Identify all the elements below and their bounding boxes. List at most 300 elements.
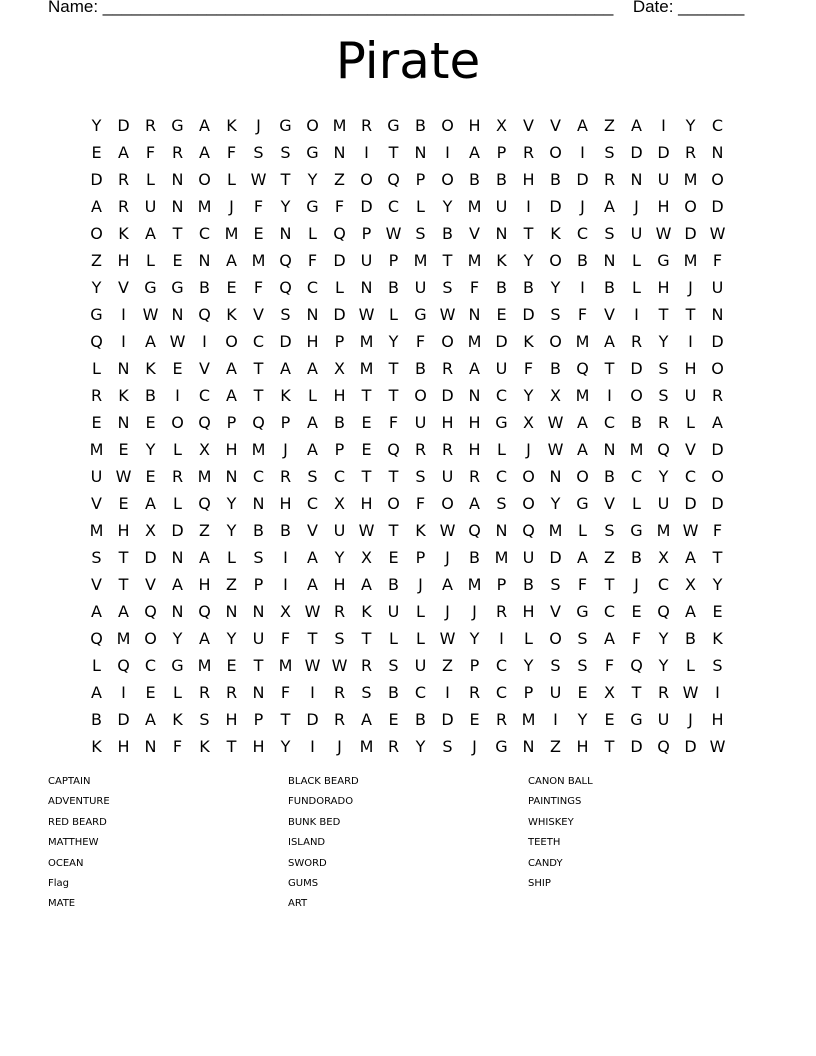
word-list-item: CAPTAIN [48, 776, 91, 787]
grid-letter: Q [252, 413, 265, 432]
grid-letter: G [144, 278, 157, 297]
grid-letter: W [169, 332, 186, 351]
grid-letter: C [711, 116, 724, 135]
grid-letter: N [171, 197, 184, 216]
grid-letter: C [144, 656, 157, 675]
grid-letter: K [712, 629, 723, 648]
grid-letter: B [523, 575, 534, 594]
grid-letter: A [199, 143, 210, 162]
grid-letter: R [630, 332, 643, 351]
grid-letter: H [279, 494, 292, 513]
grid-letter: M [629, 440, 644, 459]
grid-letter: E [118, 494, 129, 513]
grid-letter: Q [576, 359, 589, 378]
grid-letter: H [468, 413, 481, 432]
grid-letter: O [414, 386, 427, 405]
grid-letter: F [307, 251, 318, 270]
grid-letter: I [310, 737, 315, 756]
grid-letter: M [467, 575, 482, 594]
grid-letter: X [604, 683, 615, 702]
grid-letter: I [688, 332, 693, 351]
grid-letter: Q [657, 440, 670, 459]
grid-letter: A [226, 386, 237, 405]
grid-letter: K [118, 224, 129, 243]
grid-letter: A [469, 494, 480, 513]
grid-letter: L [146, 251, 155, 270]
grid-letter: F [604, 656, 615, 675]
grid-letter: W [682, 683, 699, 702]
grid-letter: O [711, 359, 724, 378]
grid-letter: Q [198, 413, 211, 432]
grid-letter: N [171, 305, 184, 324]
grid-letter: U [630, 224, 643, 243]
grid-letter: A [145, 332, 156, 351]
grid-letter: A [145, 224, 156, 243]
grid-letter: R [360, 116, 373, 135]
grid-letter: Y [658, 467, 669, 486]
grid-letter: E [172, 359, 183, 378]
grid-letter: W [304, 602, 321, 621]
grid-letter: T [172, 224, 183, 243]
grid-letter: X [658, 548, 669, 567]
grid-letter: O [225, 332, 238, 351]
grid-letter: D [333, 305, 346, 324]
grid-letter: A [226, 251, 237, 270]
grid-letter: U [252, 629, 265, 648]
grid-letter: S [604, 224, 615, 243]
grid-letter: E [145, 467, 156, 486]
grid-letter: T [253, 656, 264, 675]
grid-letter: U [684, 386, 697, 405]
grid-letter: D [711, 440, 724, 459]
grid-letter: J [688, 710, 693, 729]
grid-letter: W [709, 737, 726, 756]
grid-letter: R [468, 683, 481, 702]
grid-letter: B [145, 386, 156, 405]
grid-letter: M [575, 332, 590, 351]
grid-letter: T [361, 386, 372, 405]
grid-letter: B [442, 224, 453, 243]
grid-letter: E [361, 413, 372, 432]
grid-letter: M [89, 521, 104, 540]
grid-letter: G [306, 197, 319, 216]
grid-letter: N [603, 440, 616, 459]
grid-letter: R [657, 413, 670, 432]
grid-letter: B [604, 278, 615, 297]
grid-letter: W [682, 521, 699, 540]
word-list [48, 776, 768, 919]
grid-letter: V [91, 575, 102, 594]
grid-letter: D [630, 737, 643, 756]
grid-letter: F [280, 683, 291, 702]
grid-letter: H [657, 197, 670, 216]
grid-letter: H [225, 710, 238, 729]
grid-letter: V [307, 521, 318, 540]
grid-letter: S [280, 143, 291, 162]
grid-letter: U [711, 278, 724, 297]
grid-letter: K [523, 332, 534, 351]
word-search-grid [83, 112, 731, 760]
grid-letter: O [522, 467, 535, 486]
grid-letter: S [604, 521, 615, 540]
grid-letter: W [439, 629, 456, 648]
grid-letter: C [306, 278, 319, 297]
grid-letter: L [416, 629, 425, 648]
grid-letter: A [604, 197, 615, 216]
grid-letter: L [686, 656, 695, 675]
grid-letter: M [359, 737, 374, 756]
grid-letter: A [280, 359, 291, 378]
grid-letter: A [199, 548, 210, 567]
grid-letter: A [685, 602, 696, 621]
grid-letter: I [634, 305, 639, 324]
grid-letter: N [171, 602, 184, 621]
grid-letter: B [604, 467, 615, 486]
grid-letter: W [547, 413, 564, 432]
grid-letter: E [226, 656, 237, 675]
word-list-item: WHISKEY [528, 816, 574, 828]
grid-letter: L [92, 359, 101, 378]
grid-letter: Y [523, 656, 534, 675]
grid-letter: H [117, 521, 130, 540]
grid-letter: M [494, 548, 509, 567]
grid-letter: B [388, 278, 399, 297]
grid-letter: S [415, 224, 426, 243]
grid-letter: R [279, 467, 292, 486]
grid-letter: R [225, 683, 238, 702]
grid-letter: C [684, 467, 697, 486]
grid-letter: I [715, 683, 720, 702]
grid-letter: A [469, 143, 480, 162]
grid-letter: J [688, 278, 693, 297]
grid-letter: Q [657, 602, 670, 621]
grid-letter: L [632, 278, 641, 297]
grid-letter: L [173, 440, 182, 459]
grid-letter: A [145, 494, 156, 513]
grid-letter: N [117, 413, 130, 432]
grid-letter: E [145, 413, 156, 432]
grid-letter: E [91, 143, 102, 162]
grid-letter: I [121, 332, 126, 351]
grid-letter: I [364, 143, 369, 162]
grid-letter: W [655, 224, 672, 243]
grid-letter: Q [198, 602, 211, 621]
grid-letter: D [441, 710, 454, 729]
grid-letter: R [522, 143, 535, 162]
grid-letter: X [523, 413, 534, 432]
grid-letter: R [171, 143, 184, 162]
grid-letter: V [550, 116, 561, 135]
grid-letter: R [468, 467, 481, 486]
grid-letter: J [472, 737, 477, 756]
grid-letter: O [549, 629, 562, 648]
grid-letter: G [171, 278, 184, 297]
grid-letter: R [144, 116, 157, 135]
grid-letter: A [361, 710, 372, 729]
grid-letter: P [253, 710, 264, 729]
grid-letter: T [442, 251, 453, 270]
grid-letter: S [334, 629, 345, 648]
grid-letter: U [360, 251, 373, 270]
grid-letter: L [308, 224, 317, 243]
grid-letter: R [360, 656, 373, 675]
grid-letter: W [250, 170, 267, 189]
grid-letter: D [684, 494, 697, 513]
grid-letter: G [90, 305, 103, 324]
grid-letter: Q [90, 332, 103, 351]
grid-letter: T [604, 737, 615, 756]
grid-letter: U [333, 521, 346, 540]
grid-letter: P [226, 413, 237, 432]
grid-letter: T [226, 737, 237, 756]
grid-letter: M [89, 440, 104, 459]
grid-letter: S [199, 710, 210, 729]
grid-letter: B [253, 521, 264, 540]
grid-letter: G [495, 737, 508, 756]
grid-letter: H [225, 440, 238, 459]
grid-letter: V [199, 359, 210, 378]
grid-letter: Y [658, 656, 669, 675]
grid-letter: Y [523, 386, 534, 405]
grid-letter: Q [468, 521, 481, 540]
grid-letter: M [278, 656, 293, 675]
grid-letter: I [283, 575, 288, 594]
grid-letter: F [172, 737, 183, 756]
grid-letter: E [118, 440, 129, 459]
grid-letter: X [280, 602, 291, 621]
grid-letter: T [712, 548, 723, 567]
grid-letter: C [252, 332, 265, 351]
grid-letter: H [711, 710, 724, 729]
grid-letter: S [658, 386, 669, 405]
puzzle-title: Pirate [335, 32, 481, 90]
grid-letter: S [577, 656, 588, 675]
grid-letter: Y [577, 710, 588, 729]
grid-letter: B [550, 359, 561, 378]
grid-letter: B [550, 170, 561, 189]
grid-letter: Q [630, 656, 643, 675]
grid-letter: R [495, 710, 508, 729]
word-list-item: RED BEARD [48, 816, 107, 828]
grid-letter: L [227, 548, 236, 567]
grid-letter: L [173, 683, 182, 702]
grid-letter: O [711, 467, 724, 486]
grid-letter: M [683, 170, 698, 189]
grid-letter: G [657, 251, 670, 270]
grid-letter: Y [307, 170, 318, 189]
word-list-item: MATE [48, 898, 76, 910]
grid-letter: H [657, 278, 670, 297]
grid-letter: R [333, 683, 346, 702]
grid-letter: M [359, 359, 374, 378]
grid-letter: D [495, 332, 508, 351]
grid-letter: C [306, 494, 319, 513]
grid-letter: O [441, 332, 454, 351]
grid-letter: F [712, 251, 723, 270]
grid-letter: M [548, 521, 563, 540]
grid-letter: L [227, 170, 236, 189]
grid-letter: L [416, 197, 425, 216]
word-list-item: Flag [48, 877, 70, 889]
grid-letter: F [334, 197, 345, 216]
grid-letter: E [145, 683, 156, 702]
grid-letter: D [171, 521, 184, 540]
grid-letter: I [202, 332, 207, 351]
grid-letter: L [92, 656, 101, 675]
grid-letter: J [634, 575, 639, 594]
grid-letter: W [304, 656, 321, 675]
grid-letter: W [439, 521, 456, 540]
grid-letter: G [387, 116, 400, 135]
grid-letter: Q [279, 251, 292, 270]
grid-letter: T [118, 548, 129, 567]
grid-letter: D [630, 143, 643, 162]
grid-letter: T [523, 224, 534, 243]
grid-letter: U [414, 278, 427, 297]
grid-letter: D [522, 305, 535, 324]
grid-letter: U [144, 197, 157, 216]
grid-letter: B [469, 170, 480, 189]
grid-letter: J [256, 116, 261, 135]
grid-letter: G [495, 413, 508, 432]
grid-letter: P [496, 143, 507, 162]
grid-letter: E [469, 710, 480, 729]
grid-letter: T [361, 467, 372, 486]
grid-letter: O [441, 170, 454, 189]
grid-letter: O [441, 494, 454, 513]
grid-letter: T [631, 683, 642, 702]
grid-letter: N [495, 521, 508, 540]
grid-letter: G [576, 602, 589, 621]
word-list-item: ISLAND [288, 837, 326, 849]
grid-letter: P [523, 683, 534, 702]
grid-letter: M [251, 251, 266, 270]
grid-letter: N [144, 737, 157, 756]
grid-letter: A [577, 116, 588, 135]
grid-letter: T [388, 143, 399, 162]
grid-letter: O [387, 494, 400, 513]
grid-letter: M [332, 116, 347, 135]
grid-letter: H [468, 116, 481, 135]
grid-letter: M [251, 440, 266, 459]
grid-letter: N [711, 305, 724, 324]
word-list-item: OCEAN [48, 857, 84, 869]
grid-letter: C [603, 413, 616, 432]
grid-letter: K [226, 116, 237, 135]
grid-letter: S [307, 467, 318, 486]
grid-letter: F [523, 359, 534, 378]
grid-letter: O [306, 116, 319, 135]
grid-letter: S [604, 143, 615, 162]
grid-letter: C [495, 386, 508, 405]
grid-letter: C [198, 386, 211, 405]
grid-letter: R [711, 386, 724, 405]
grid-letter: F [388, 413, 399, 432]
grid-letter: B [496, 170, 507, 189]
grid-letter: A [712, 413, 723, 432]
grid-letter: A [91, 683, 102, 702]
grid-letter: Y [91, 116, 102, 135]
grid-letter: L [632, 251, 641, 270]
grid-letter: A [307, 413, 318, 432]
grid-letter: D [360, 197, 373, 216]
grid-letter: V [550, 602, 561, 621]
grid-letter: T [307, 629, 318, 648]
grid-letter: E [172, 251, 183, 270]
grid-letter: M [656, 521, 671, 540]
grid-letter: F [280, 629, 291, 648]
grid-letter: Q [117, 656, 130, 675]
grid-letter: R [441, 359, 454, 378]
grid-letter: N [603, 251, 616, 270]
grid-letter: W [115, 467, 132, 486]
grid-letter: M [197, 656, 212, 675]
grid-letter: T [604, 575, 615, 594]
grid-letter: T [685, 305, 696, 324]
grid-letter: N [630, 170, 643, 189]
grid-letter: D [630, 359, 643, 378]
grid-letter: A [685, 548, 696, 567]
grid-letter: L [173, 494, 182, 513]
grid-letter: S [388, 656, 399, 675]
grid-letter: P [469, 656, 480, 675]
grid-letter: R [441, 440, 454, 459]
grid-letter: I [121, 683, 126, 702]
grid-letter: E [91, 413, 102, 432]
grid-letter: Y [442, 197, 453, 216]
grid-letter: E [577, 683, 588, 702]
grid-letter: M [467, 197, 482, 216]
grid-letter: B [577, 251, 588, 270]
grid-letter: K [199, 737, 210, 756]
grid-letter: P [415, 170, 426, 189]
grid-letter: H [333, 575, 346, 594]
grid-letter: Y [550, 494, 561, 513]
grid-letter: J [472, 602, 477, 621]
grid-letter: L [389, 629, 398, 648]
grid-letter: G [171, 656, 184, 675]
grid-letter: P [415, 548, 426, 567]
grid-letter: A [442, 575, 453, 594]
grid-letter: F [253, 197, 264, 216]
grid-letter: K [172, 710, 183, 729]
grid-letter: P [334, 332, 345, 351]
grid-letter: Q [657, 737, 670, 756]
grid-letter: V [604, 494, 615, 513]
grid-letter: L [335, 278, 344, 297]
grid-letter: Y [712, 575, 723, 594]
grid-letter: O [711, 170, 724, 189]
grid-letter: A [631, 116, 642, 135]
grid-letter: O [630, 386, 643, 405]
grid-letter: X [361, 548, 372, 567]
grid-letter: K [496, 251, 507, 270]
grid-letter: E [361, 440, 372, 459]
grid-letter: K [145, 359, 156, 378]
grid-letter: M [683, 251, 698, 270]
grid-letter: T [280, 170, 291, 189]
grid-letter: I [526, 197, 531, 216]
grid-letter: Q [333, 224, 346, 243]
word-list-item: SWORD [288, 857, 327, 869]
grid-letter: J [445, 602, 450, 621]
grid-letter: S [712, 656, 723, 675]
grid-letter: N [549, 467, 562, 486]
grid-letter: W [709, 224, 726, 243]
grid-letter: N [711, 143, 724, 162]
grid-letter: B [496, 278, 507, 297]
grid-letter: H [576, 737, 589, 756]
